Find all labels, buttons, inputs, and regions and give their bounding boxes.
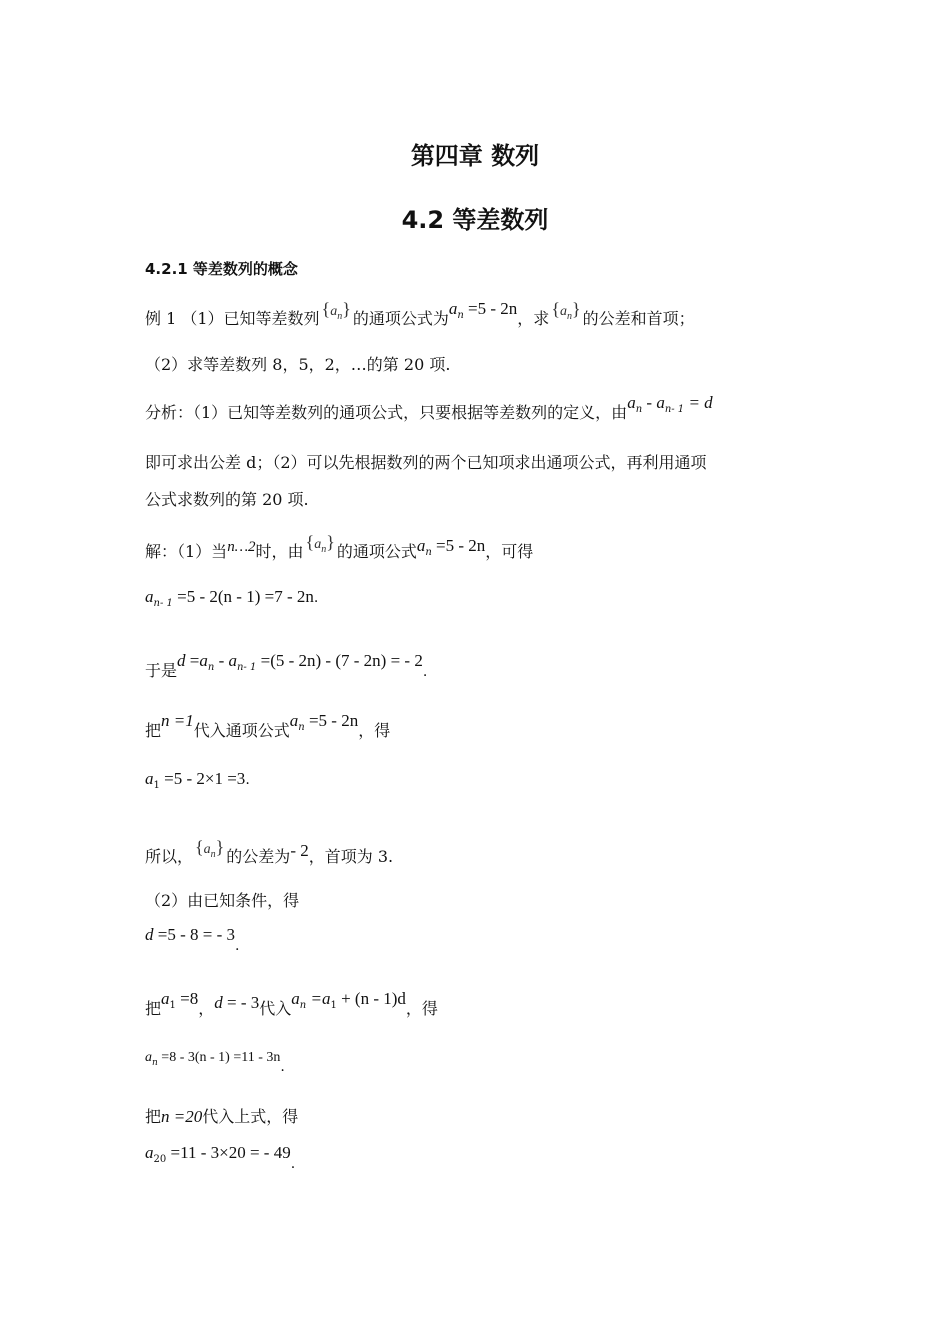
substitute-a1-d-line xyxy=(145,989,438,1027)
suoyi-text: 所以， xyxy=(145,847,194,866)
analysis-line-2: 即可求出公差 d；（2）可以先根据数列的两个已知项求出通项公式，再利用通项 xyxy=(145,453,707,472)
sequence-set: $\{a_n\}$ xyxy=(195,837,225,860)
equation-6: $a_{20} =11 - 3\times 20$ = - 49. xyxy=(145,1143,296,1172)
solution-tail: ，可得 xyxy=(485,542,534,561)
solution-mid2: 的通项公式 xyxy=(336,542,417,561)
daitong-text: 代入通项公式 xyxy=(193,721,290,740)
sequence-set: $\{a_n\}$ xyxy=(305,532,335,555)
dairu-text: 代入 xyxy=(259,999,292,1018)
ba-text: 把 xyxy=(145,1107,162,1126)
condition-n: n…2 xyxy=(227,539,256,555)
shouxiang-text: ，首项为 3. xyxy=(308,847,394,866)
analysis-line-1 xyxy=(145,393,713,431)
n-equals-1: n =1 xyxy=(161,711,194,730)
formula-an: $a_n =5 - 2n$ xyxy=(289,711,359,733)
gongcha-text: 的公差为 xyxy=(226,847,291,866)
example-1-line xyxy=(145,299,695,337)
example-1-lead: 例 1 （1）已知等差数列 xyxy=(145,309,320,328)
neg-two: - 2 xyxy=(290,841,309,860)
section-title: 4.2 等差数列 xyxy=(401,206,549,234)
example-1-tail: 的公差和首项； xyxy=(582,309,695,328)
a1-equals-8: $a_1 =8$ xyxy=(161,989,199,1011)
equation-1: $a_{n- 1} =5 - 2(n - 1) =7 - 2n$. xyxy=(145,587,319,609)
equation-2-line: 于是$d =a_n - a_{n- 1} =(5 - 2n) - (7 - 2n)$ = - 2. xyxy=(145,651,428,680)
subsection-title: 4.2.1 等差数列的概念 xyxy=(145,260,298,278)
chapter-title: 第四章 数列 xyxy=(410,142,540,170)
solution-line-1 xyxy=(145,532,534,570)
substitute-n20-line xyxy=(145,1106,298,1128)
equation-5: $a_n =8 - 3(n - 1) =11 - 3n$. xyxy=(145,1050,285,1075)
n-equals-20: n =20 xyxy=(161,1107,203,1126)
equation-2: $d =a_n - a_{n- 1} =(5 - 2n) - (7 - 2n)$ = - 2 xyxy=(177,651,423,673)
example-1-ask: ，求 xyxy=(517,309,550,328)
solution-lead: 解：（1）当 xyxy=(145,542,228,561)
equation-4: d =5 - 8 = - 3. xyxy=(145,925,240,954)
de2-text: ，得 xyxy=(405,999,438,1018)
part-2-line: （2）由已知条件，得 xyxy=(145,891,300,910)
sequence-set: $\{a_n\}$ xyxy=(321,299,351,322)
formula-an: $a_n =5 - 2n$ xyxy=(416,536,486,558)
analysis-line-3: 公式求数列的第 20 项. xyxy=(145,490,309,509)
example-1-mid: 的通项公式为 xyxy=(352,309,449,328)
formula-difference: $a_n - a_{n- 1} = d$ xyxy=(627,393,713,415)
conclusion-line xyxy=(145,837,394,872)
de-text: ，得 xyxy=(358,721,391,740)
equation-3: $a_1 =5 - 2\times 1 =3$. xyxy=(145,769,250,791)
formula-an: $a_n =5 - 2n$ xyxy=(448,299,518,321)
solution-mid1: 时，由 xyxy=(255,542,304,561)
analysis-lead: 分析：（1）已知等差数列的通项公式，只要根据等差数列的定义，由 xyxy=(145,403,628,422)
d-equals-neg3: d = - 3 xyxy=(214,993,260,1012)
comma-text: ， xyxy=(198,999,215,1018)
substitute-n1-line xyxy=(145,711,391,749)
sequence-set: $\{a_n\}$ xyxy=(551,299,581,322)
daishang-text: 代入上式，得 xyxy=(202,1107,299,1126)
yushi-text: 于是 xyxy=(145,661,178,680)
ba-text: 把 xyxy=(145,999,162,1018)
general-formula: $a_n =a_1 + (n - 1)d$ xyxy=(291,989,406,1011)
ba-text: 把 xyxy=(145,721,162,740)
example-1-part2: （2）求等差数列 8，5，2，…的第 20 项. xyxy=(145,355,451,374)
